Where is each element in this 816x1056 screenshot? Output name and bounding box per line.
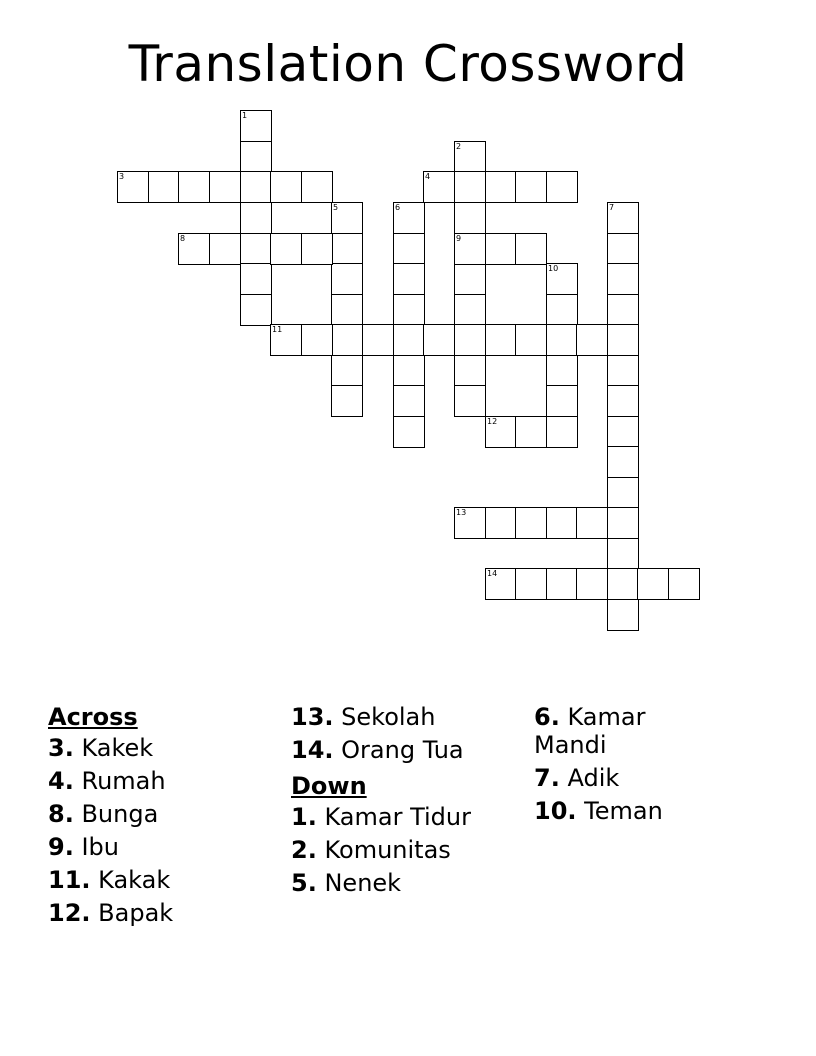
clue-num: 7. (534, 764, 560, 792)
down-clue (291, 803, 506, 831)
grid-cell[interactable] (240, 263, 272, 295)
grid-cell[interactable] (607, 233, 639, 265)
grid-cell[interactable] (546, 355, 578, 387)
clue-text: Bapak (98, 899, 174, 927)
grid-cell[interactable] (393, 233, 425, 265)
clue-number: 9 (456, 234, 462, 243)
grid-cell[interactable] (515, 507, 547, 539)
clue-number: 14 (487, 569, 498, 578)
grid-cell[interactable] (270, 233, 302, 265)
clue-num: 1. (291, 803, 317, 831)
grid-cell[interactable] (331, 324, 363, 356)
clue-text: Kakak (98, 866, 171, 894)
grid-cell[interactable] (331, 355, 363, 387)
across-clue (48, 800, 263, 828)
grid-cell[interactable] (240, 294, 272, 326)
grid-cell[interactable] (546, 568, 578, 600)
clue-num: 8. (48, 800, 74, 828)
grid-cell[interactable] (454, 324, 486, 356)
grid-cell[interactable] (454, 355, 486, 387)
grid-cell[interactable] (607, 446, 639, 478)
down-clue (534, 764, 694, 792)
grid-cell[interactable] (178, 171, 210, 203)
across-clue (291, 703, 506, 731)
grid-cell[interactable] (301, 324, 333, 356)
clue-num: 14. (291, 736, 334, 764)
clue-text: Kamar Mandi (534, 703, 646, 759)
grid-cell-14-across[interactable] (485, 568, 517, 600)
grid-cell[interactable] (576, 568, 608, 600)
down-clue (534, 797, 694, 825)
clue-number: 13 (456, 508, 467, 517)
clue-num: 10. (534, 797, 577, 825)
clue-number: 5 (333, 203, 339, 212)
clue-num: 9. (48, 833, 74, 861)
grid-cell[interactable] (148, 171, 180, 203)
grid-cell[interactable] (607, 324, 639, 356)
grid-cell[interactable] (485, 233, 517, 265)
clue-num: 12. (48, 899, 91, 927)
clue-number: 3 (119, 172, 125, 181)
across-clue (48, 767, 263, 795)
clue-num: 2. (291, 836, 317, 864)
grid-cell[interactable] (454, 202, 486, 234)
grid-cell-10-down[interactable] (546, 263, 578, 295)
clue-text: Teman (584, 797, 663, 825)
clue-num: 13. (291, 703, 334, 731)
grid-cell-12-across[interactable] (485, 416, 517, 448)
grid-cell[interactable] (393, 324, 425, 356)
grid-cell[interactable] (240, 202, 272, 234)
grid-cell[interactable] (607, 538, 639, 570)
grid-cell[interactable] (546, 171, 578, 203)
grid-cell[interactable] (607, 355, 639, 387)
clues-column-2 (291, 700, 506, 902)
grid-cell[interactable] (576, 324, 608, 356)
grid-cell[interactable] (485, 171, 517, 203)
clues-column-3 (534, 700, 694, 830)
grid-cell[interactable] (515, 233, 547, 265)
grid-cell[interactable] (240, 141, 272, 173)
down-clue (291, 836, 506, 864)
grid-cell[interactable] (454, 263, 486, 295)
page-title: Translation Crossword (128, 35, 688, 93)
clue-text: Rumah (81, 767, 166, 795)
across-heading: Across (48, 703, 138, 731)
grid-cell[interactable] (331, 263, 363, 295)
across-clue (48, 866, 263, 894)
clue-num: 6. (534, 703, 560, 731)
clue-text: Sekolah (341, 703, 436, 731)
grid-cell[interactable] (546, 385, 578, 417)
grid-cell[interactable] (607, 599, 639, 631)
clue-number: 11 (272, 325, 283, 334)
grid-cell[interactable] (209, 171, 241, 203)
grid-cell-3-across[interactable] (117, 171, 149, 203)
grid-cell[interactable] (393, 355, 425, 387)
grid-cell-7-down[interactable] (607, 202, 639, 234)
grid-cell-5-down[interactable] (331, 202, 363, 234)
grid-cell[interactable] (607, 568, 639, 600)
grid-cell[interactable] (607, 294, 639, 326)
grid-cell[interactable] (240, 233, 272, 265)
clue-text: Komunitas (324, 836, 451, 864)
grid-cell[interactable] (607, 507, 639, 539)
down-heading: Down (291, 772, 367, 800)
grid-cell-13-across[interactable] (454, 507, 486, 539)
grid-cell[interactable] (331, 385, 363, 417)
grid-cell[interactable] (637, 568, 669, 600)
grid-cell[interactable] (454, 171, 486, 203)
clue-text: Kamar Tidur (324, 803, 471, 831)
grid-cell[interactable] (515, 568, 547, 600)
clue-number: 1 (242, 111, 248, 120)
clue-num: 3. (48, 734, 74, 762)
grid-cell[interactable] (668, 568, 700, 600)
grid-cell[interactable] (607, 263, 639, 295)
clue-text: Kakek (81, 734, 154, 762)
grid-cell[interactable] (546, 507, 578, 539)
grid-cell[interactable] (454, 294, 486, 326)
clue-num: 4. (48, 767, 74, 795)
clue-num: 11. (48, 866, 91, 894)
clue-text: Bunga (81, 800, 159, 828)
grid-cell[interactable] (485, 324, 517, 356)
grid-cell[interactable] (515, 324, 547, 356)
across-clue (48, 899, 263, 927)
clue-number: 4 (425, 172, 431, 181)
grid-cell[interactable] (301, 171, 333, 203)
clue-number: 6 (395, 203, 401, 212)
across-clue (48, 734, 263, 762)
across-clue (48, 833, 263, 861)
clue-text: Ibu (81, 833, 119, 861)
grid-cell-1-down[interactable] (240, 110, 272, 142)
grid-cell-9-across[interactable] (454, 233, 486, 265)
grid-cell[interactable] (576, 507, 608, 539)
grid-cell[interactable] (423, 324, 455, 356)
across-clue (291, 736, 506, 764)
clue-text: Orang Tua (341, 736, 464, 764)
grid-cell-2-down[interactable] (454, 141, 486, 173)
grid-cell[interactable] (515, 416, 547, 448)
clue-number: 7 (609, 203, 615, 212)
clue-num: 5. (291, 869, 317, 897)
grid-cell[interactable] (331, 233, 363, 265)
grid-cell[interactable] (393, 263, 425, 295)
grid-cell[interactable] (607, 385, 639, 417)
grid-cell[interactable] (546, 416, 578, 448)
grid-cell[interactable] (270, 171, 302, 203)
grid-cell[interactable] (485, 507, 517, 539)
clue-text: Nenek (324, 869, 402, 897)
grid-cell[interactable] (546, 324, 578, 356)
clue-number: 8 (180, 234, 186, 243)
grid-cell-11-across[interactable] (270, 324, 302, 356)
clue-number: 10 (548, 264, 559, 273)
grid-cell[interactable] (301, 233, 333, 265)
clue-number: 12 (487, 417, 498, 426)
grid-cell[interactable] (607, 477, 639, 509)
grid-cell-8-across[interactable] (178, 233, 210, 265)
grid-cell[interactable] (331, 294, 363, 326)
clue-text: Adik (567, 764, 620, 792)
grid-cell[interactable] (515, 171, 547, 203)
grid-cell[interactable] (393, 385, 425, 417)
grid-cell[interactable] (209, 233, 241, 265)
down-clue (291, 869, 506, 897)
grid-cell-4-across[interactable] (423, 171, 455, 203)
down-clue (534, 703, 694, 759)
grid-cell[interactable] (393, 416, 425, 448)
grid-cell[interactable] (393, 294, 425, 326)
grid-cell[interactable] (454, 385, 486, 417)
grid-cell[interactable] (546, 294, 578, 326)
clue-number: 2 (456, 142, 462, 151)
grid-cell[interactable] (240, 171, 272, 203)
grid-cell[interactable] (607, 416, 639, 448)
grid-cell-6-down[interactable] (393, 202, 425, 234)
clues-column-1 (48, 700, 263, 932)
grid-cell[interactable] (362, 324, 394, 356)
